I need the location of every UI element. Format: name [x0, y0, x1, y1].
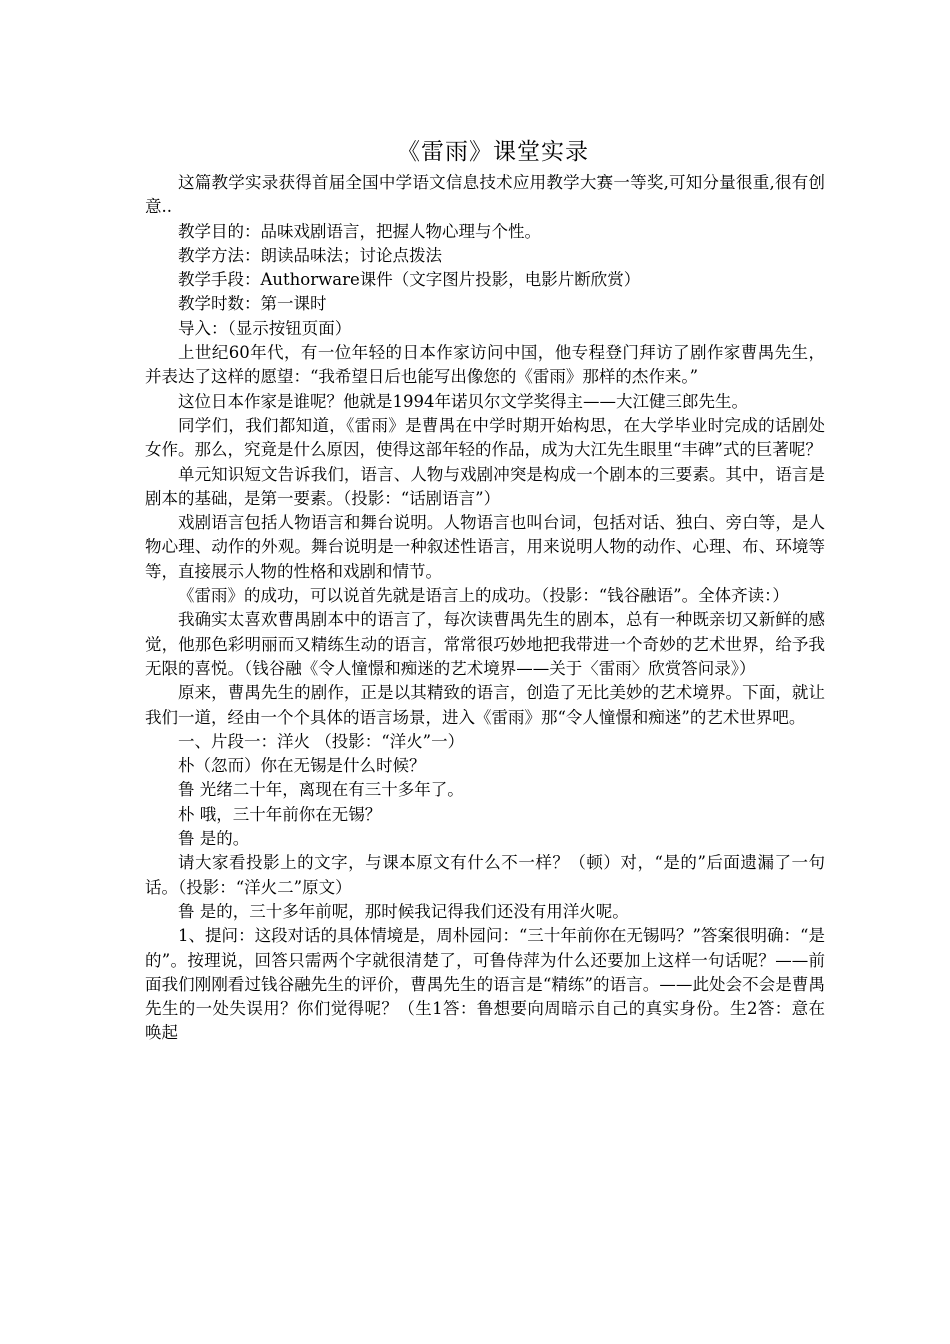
paragraph-language-success: 《雷雨》的成功，可以说首先就是语言上的成功。（投影：“钱谷融语”。全体齐读：）: [178, 586, 789, 606]
dialogue-line: 朴 哦，三十年前你在无锡？: [178, 804, 382, 824]
dialogue-line: 鲁 光绪二十年，离现在有三十多年了。: [178, 780, 464, 800]
paragraph-compare-text: 请大家看投影上的文字，与课本原文有什么不一样？（顿）对，“是的”后面遗漏了一句话。（投影：“洋火二”原文）: [145, 853, 825, 897]
paragraph-section-one: 一、片段一：洋火 （投影：“洋火”一）: [178, 731, 465, 751]
paragraph-oe-kenzaburo: 这位日本作家是谁呢？他就是1994年诺贝尔文学奖得主——大江健三郎先生。: [178, 391, 748, 411]
document-title: 《雷雨》课堂实录: [397, 139, 589, 165]
paragraph-teaching-hours: 教学时数：第一课时: [178, 294, 327, 314]
dialogue-line: 鲁 是的。: [178, 829, 250, 849]
paragraph-art-world: 原来，曹禺先生的剧作，正是以其精致的语言，创造了无比美妙的艺术境界。下面，就让我们一道，经由一个个具体的语言场景，进入《雷雨》那“令人憧憬和痴迷”的艺术世界吧。: [145, 683, 825, 727]
paragraph-teaching-goal: 教学目的：品味戏剧语言，把握人物心理与个性。: [178, 221, 541, 241]
paragraph-intro: 这篇教学实录获得首届全国中学语文信息技术应用教学大赛一等奖,可知分量很重,很有创意..: [145, 173, 825, 217]
dialogue-line: 鲁 是的，三十多年前呢，那时候我记得我们还没有用洋火呢。: [178, 901, 629, 921]
paragraph-lead-in: 导入：（显示按钮页面）: [178, 318, 352, 338]
paragraph-japanese-writer: 上世纪60年代，有一位年轻的日本作家访问中国，他专程登门拜访了剧作家曹禺先生，并表达了这样的愿望：“我希望日后也能写出像您的《雷雨》那样的杰作来。”: [145, 343, 825, 387]
paragraph-drama-language: 戏剧语言包括人物语言和舞台说明。人物语言也叫台词，包括对话、独白、旁白等，是人物心理、动作的外观。舞台说明是一种叙述性语言，用来说明人物的动作、心理、布、环境等等，直接展示人物的性格和戏剧和情节。: [145, 513, 825, 581]
paragraph-three-elements: 单元知识短文告诉我们，语言、人物与戏剧冲突是构成一个剧本的三要素。其中，语言是剧本的基础，是第一要素。（投影：“话剧语言”）: [145, 464, 825, 508]
paragraph-teaching-means: 教学手段：Authorware课件（文字图片投影，电影片断欣赏）: [178, 270, 641, 290]
dialogue-line: 朴（忽而）你在无锡是什么时候？: [178, 756, 426, 776]
document-page: [145, 135, 825, 1046]
paragraph-qian-quote: 我确实太喜欢曹禺剧本中的语言了，每次读曹禺先生的剧本，总有一种既亲切又新鲜的感觉，他那色彩明丽而又精练生动的语言，常常很巧妙地把我带进一个奇妙的艺术世界，给予我无限的喜悦。（钱谷融《令人憧憬和痴迷的艺术境界——关于〈雷雨〉欣赏答问录》）: [145, 610, 825, 678]
paragraph-teaching-method: 教学方法：朗读品味法；讨论点拨法: [178, 245, 442, 265]
paragraph-question-one: 1、提问：这段对话的具体情境是，周朴园问：“三十年前你在无锡吗？”答案很明确：“是的”。按理说，回答只需两个字就很清楚了，可鲁侍萍为什么还要加上这样一句话呢？——前面我们刚刚看过钱谷融先生的评价，曹禺先生的语言是“精练”的语言。——此处会不会是曹禺先生的一处失误用？你们觉得呢？（生1答：鲁想要向周暗示自己的真实身份。生2答：意在唤起: [145, 926, 825, 1043]
paragraph-thunderstorm-origin: 同学们，我们都知道，《雷雨》是曹禺在中学时期开始构思，在大学毕业时完成的话剧处女作。那么，究竟是什么原因，使得这部年轻的作品，成为大江先生眼里“丰碑”式的巨著呢？: [145, 415, 825, 460]
